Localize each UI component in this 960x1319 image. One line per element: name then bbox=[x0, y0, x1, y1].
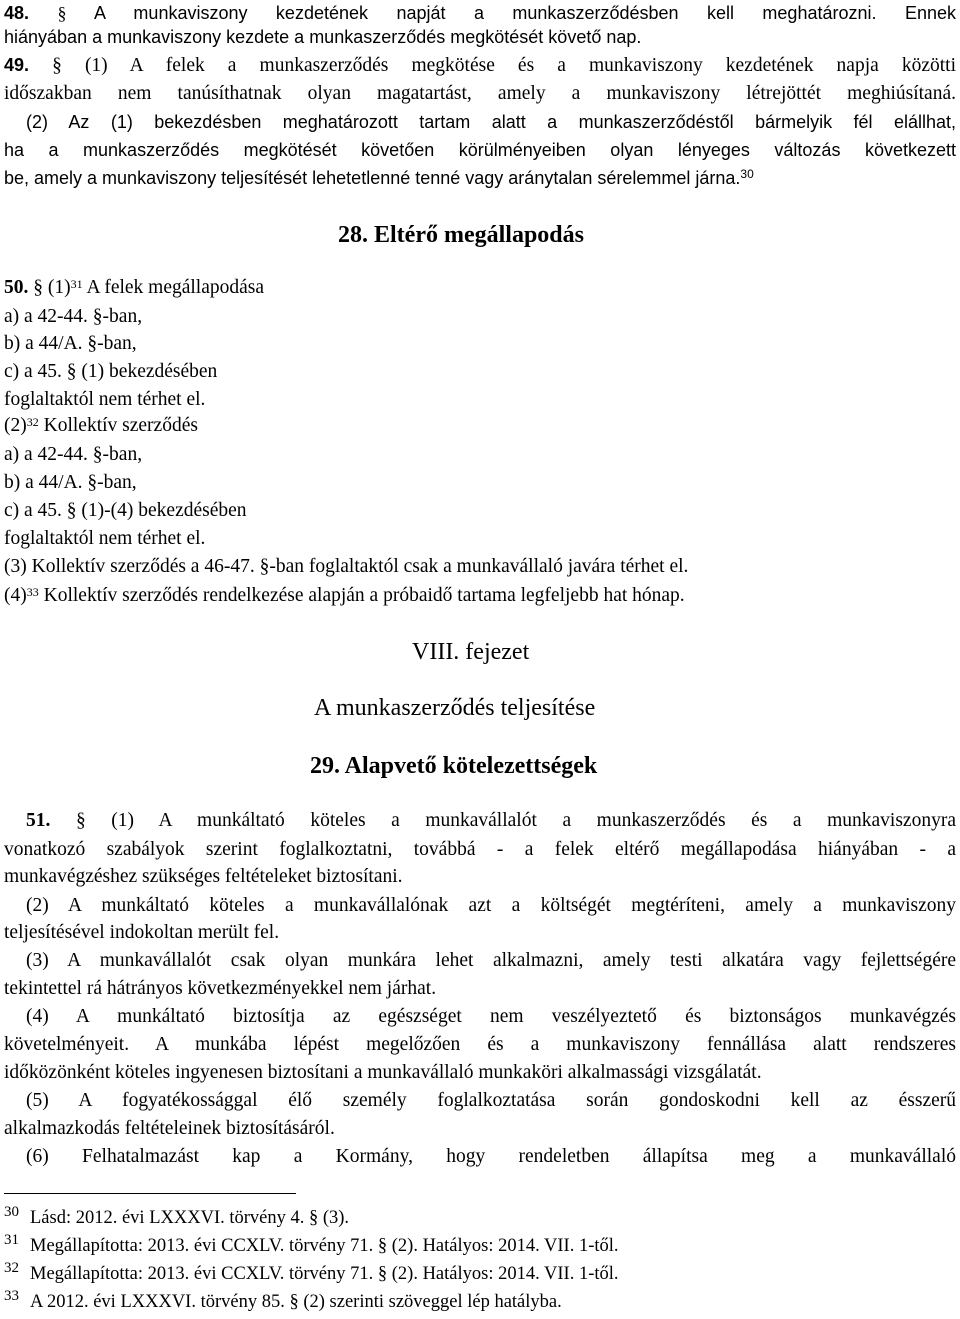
footnote-ref-33[interactable]: 33 bbox=[26, 585, 39, 599]
footnote-number: 31 bbox=[4, 1232, 19, 1248]
footnote-number: 33 bbox=[4, 1288, 19, 1304]
footnote-text: Megállapította: 2013. évi CCXLV. törvény 71. § (2). Hatályos: 2014. VII. 1-től. bbox=[30, 1236, 619, 1256]
para-51-line-3: munkavégzéshez szükséges feltételeket biztosítani. bbox=[4, 866, 403, 887]
para-51-4-line-1: (4) A munkáltató biztosítja az egészséget nem veszélyeztető és biztonságos munkavégzés bbox=[26, 1006, 956, 1027]
para-51-line-1 bbox=[26, 808, 956, 834]
para-49-number: 49. bbox=[4, 55, 30, 75]
para-50-4-label: (4) bbox=[4, 585, 27, 606]
para-48-line-1: 48. § A munkaviszony kezdetének napját a munkaszerződésben kell meghatározni. Ennek bbox=[4, 3, 956, 23]
para-50-2-text: Kollektív szerződés bbox=[43, 415, 198, 436]
para-51-3-line-1: (3) A munkavállalót csak olyan munkára lehet alkalmazni, amely testi alkatára vagy fejlettségére bbox=[26, 950, 956, 971]
para-48-line-2: hiányában a munkaviszony kezdete a munkaszerződés megkötését követő nap. bbox=[4, 27, 642, 47]
para-50-1-label: (1) bbox=[47, 277, 71, 298]
footnote-text: Megállapította: 2013. évi CCXLV. törvény 71. § (2). Hatályos: 2014. VII. 1-től. bbox=[30, 1264, 619, 1284]
para-50-4 bbox=[4, 583, 956, 609]
para-50-1-a: a) a 42-44. §-ban, bbox=[4, 306, 143, 327]
para-50-3: (3) Kollektív szerződés a 46-47. §-ban foglaltaktól csak a munkavállaló javára térhet el. bbox=[4, 556, 689, 577]
para-50-1: 50. § $(1)^{31}$ A felek megállapodása bbox=[4, 277, 265, 298]
para-48-text: A munkaviszony kezdetének napját a munkaszerződésben kell meghatározni. Ennek bbox=[93, 3, 956, 23]
para-51-5-line-1: (5) A fogyatékossággal élő személy foglalkoztatása során gondoskodni kell az ésszerű bbox=[26, 1090, 956, 1111]
para-49-2-text: be, amely a munkaviszony teljesítését lehetetlenné tenné vagy aránytalan sérelemmel járna. bbox=[4, 168, 741, 188]
para-50-1-c: c) a 45. § (1) bekezdésében bbox=[4, 361, 218, 382]
section-29-heading: 29. Alapvető kötelezettségek bbox=[310, 753, 598, 779]
footnote-ref-30[interactable]: 30 bbox=[740, 167, 754, 181]
footnote-30 bbox=[4, 1206, 349, 1230]
para-51-number: 51. bbox=[26, 810, 51, 831]
para-51-2-line-2: teljesítésével indokoltan merült fel. bbox=[4, 922, 280, 943]
footnote-33 bbox=[4, 1290, 562, 1314]
para-50-2-a: a) a 42-44. §-ban, bbox=[4, 444, 143, 465]
para-50-1-b: b) a 44/A. §-ban, bbox=[4, 333, 137, 354]
footnote-text: A 2012. évi LXXXVI. törvény 85. § (2) szerinti szöveggel lép hatályba. bbox=[30, 1292, 562, 1312]
footnote-separator bbox=[4, 1193, 296, 1194]
para-51-2-line-1: (2) A munkáltató köteles a munkavállalónak azt a költségét megtéríteni, amely a munkaviszony bbox=[26, 895, 956, 916]
para-51-4-line-3: időközönként köteles ingyenesen biztosítani a munkavállaló munkaköri alkalmassági vizsgálatát. bbox=[4, 1062, 762, 1083]
para-49-2-line-3 bbox=[4, 165, 956, 191]
footnote-31 bbox=[4, 1234, 619, 1258]
para-51-line-2: vonatkozó szabályok szerint foglalkoztatni, továbbá - a felek eltérő megállapodása hiányában - a bbox=[4, 839, 956, 860]
footnote-ref-32[interactable]: 32 bbox=[26, 415, 39, 429]
para-50-1-closing: foglaltaktól nem térhet el. bbox=[4, 389, 206, 410]
para-48-number: 48. bbox=[4, 3, 30, 23]
footnote-ref-31[interactable]: 31 bbox=[70, 277, 83, 291]
para-51-4-line-2: követelményeit. A munkába lépést megelőzően és a munkaviszony fennállása alatt rendszeres bbox=[4, 1034, 956, 1055]
section-28-heading: 28. Eltérő megállapodás bbox=[338, 222, 584, 248]
para-51-text: § (1) A munkáltató köteles a munkavállalót a munkaszerződés és a munkaviszonyra bbox=[75, 810, 956, 831]
para-51-6-line-1: (6) Felhatalmazást kap a Kormány, hogy rendeletben állapítsa meg a munkavállaló bbox=[26, 1146, 956, 1167]
para-51-3-line-2: tekintettel rá hátrányos következményekkel nem járhat. bbox=[4, 978, 437, 999]
para-50-4-text: Kollektív szerződés rendelkezése alapján a próbaidő tartama legfeljebb hat hónap. bbox=[43, 585, 685, 606]
footnote-number: 30 bbox=[4, 1204, 19, 1220]
chapter-number: VIII. fejezet bbox=[412, 639, 530, 665]
para-50-2-label: (2) bbox=[4, 415, 27, 436]
para-50-1-text: A felek megállapodása bbox=[86, 277, 265, 298]
para-49-text: (1) A felek a munkaszerződés megkötése és a munkaviszony kezdetének napja közötti bbox=[84, 55, 956, 76]
para-50-number: 50. bbox=[4, 277, 29, 298]
footnote-32 bbox=[4, 1262, 619, 1286]
para-50-2-b: b) a 44/A. §-ban, bbox=[4, 472, 137, 493]
footnote-text: Lásd: 2012. évi LXXXVI. törvény 4. § (3). bbox=[30, 1208, 350, 1228]
chapter-title: A munkaszerződés teljesítése bbox=[314, 695, 596, 721]
para-50-2-c: c) a 45. § (1)-(4) bekezdésében bbox=[4, 500, 247, 521]
para-49-2-line-2: ha a munkaszerződés megkötését követően körülményeiben olyan lényeges változás következett bbox=[4, 140, 956, 160]
para-49-line-1: 49. § (1) A felek a munkaszerződés megkötése és a munkaviszony kezdetének napja közötti bbox=[4, 55, 956, 76]
footnote-number: 32 bbox=[4, 1260, 19, 1276]
para-50-2-closing: foglaltaktól nem térhet el. bbox=[4, 528, 206, 549]
para-50-2 bbox=[4, 413, 956, 439]
para-51-5-line-2: alkalmazkodás feltételeinek biztosításáról. bbox=[4, 1118, 335, 1139]
para-49-line-2: időszakban nem tanúsíthatnak olyan magatartást, amely a munkaviszony létrejöttét meghiúsítaná. bbox=[4, 83, 956, 104]
para-49-2-line-1: (2) Az (1) bekezdésben meghatározott tartam alatt a munkaszerződéstől bármelyik fél elállhat, bbox=[26, 112, 956, 132]
